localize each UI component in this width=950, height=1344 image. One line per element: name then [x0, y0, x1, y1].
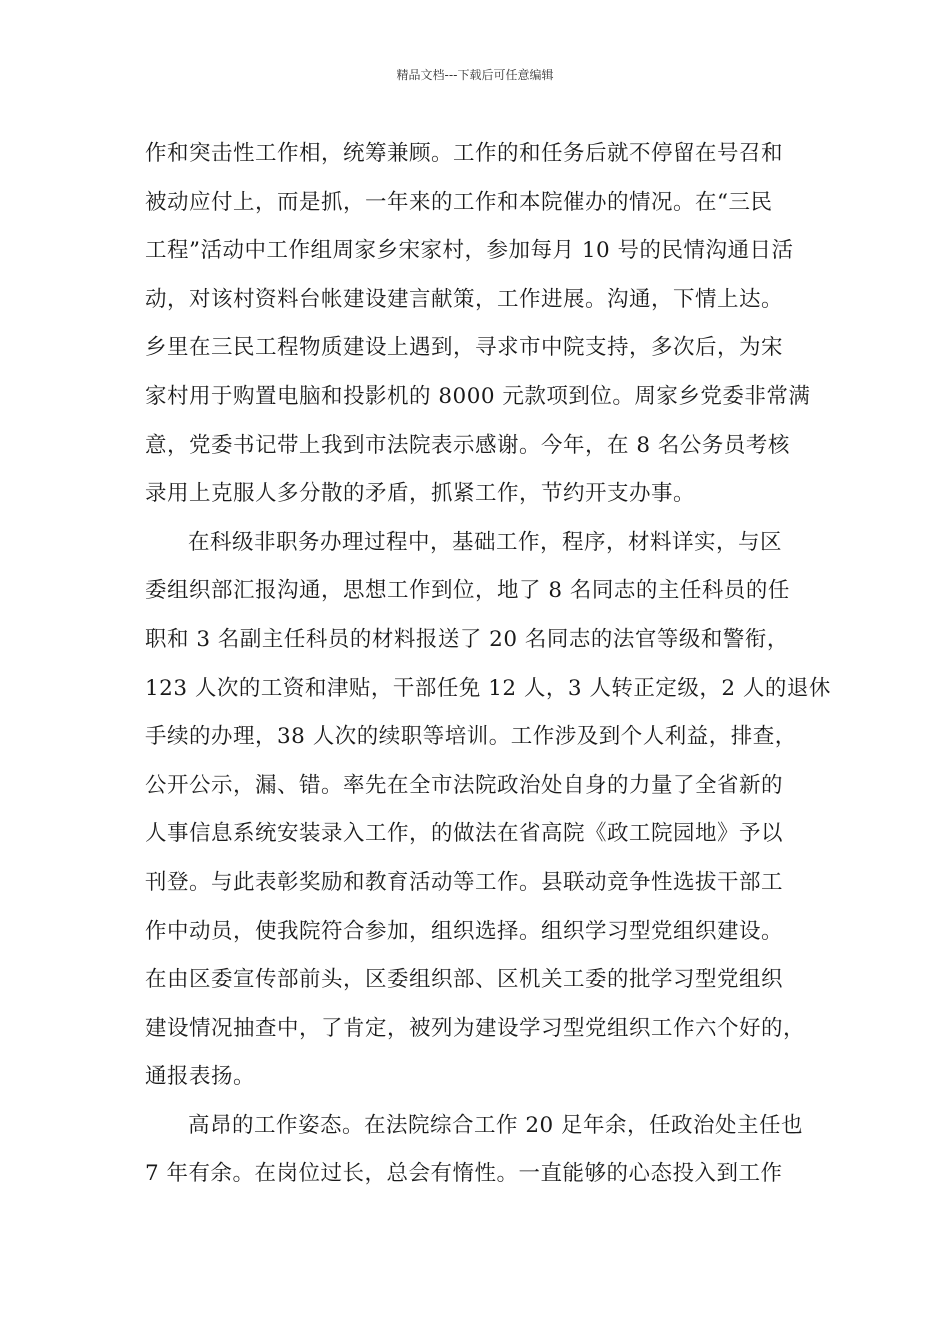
text-line: 职和 3 名副主任科员的材料报送了 20 名同志的法官等级和警衔， — [145, 626, 789, 652]
text-line: 建设情况抽查中，了肯定，被列为建设学习型党组织工作六个好的， — [145, 1015, 806, 1041]
text-line: 工程”活动中工作组周家乡宋家村，参加每月 10 号的民情沟通日活 — [145, 238, 794, 264]
page-header: 精品文档---下载后可任意编辑 — [396, 68, 554, 82]
text-line: 意，党委书记带上我到市法院表示感谢。今年，在 8 名公务员考核 — [145, 432, 790, 458]
text-line: 作和突击性工作相，统筹兼顾。工作的和任务后就不停留在号召和 — [145, 141, 784, 166]
text-line: 录用上克服人多分散的矛盾，抓紧工作，节约开支办事。 — [145, 481, 696, 507]
text-line: 家村用于购置电脑和投影机的 8000 元款项到位。周家乡党委非常满 — [145, 383, 811, 409]
text-line: 乡里在三民工程物质建设上遇到，寻求市中院支持，多次后，为宋 — [145, 335, 784, 361]
text-line: 7 年有余。在岗位过长，总会有惰性。一直能够的心态投入到工作 — [145, 1161, 783, 1187]
text-line: 作中动员，使我院符合参加，组织选择。组织学习型党组织建设。 — [145, 918, 784, 944]
text-line: 公开公示，漏、错。率先在全市法院政治处自身的力量了全省新的 — [145, 772, 784, 798]
paragraph-start-line: 高昂的工作姿态。在法院综合工作 20 足年余，任政治处主任也 — [188, 1112, 804, 1138]
text-line: 手续的办理，38 人次的续职等培训。工作涉及到个人利益，排查， — [145, 724, 797, 750]
text-line: 在由区委宣传部前头，区委组织部、区机关工委的批学习型党组织 — [145, 967, 784, 993]
text-line: 被动应付上，而是抓，一年来的工作和本院催办的情况。在“三民 — [145, 189, 773, 215]
text-line: 刊登。与此表彰奖励和教育活动等工作。县联动竞争性选拔干部工 — [145, 869, 784, 895]
text-line: 123 人次的工资和津贴，干部任免 12 人，3 人转正定级，2 人的退休 — [145, 675, 831, 701]
text-line: 委组织部汇报沟通，思想工作到位，地了 8 名同志的主任科员的任 — [145, 578, 790, 604]
document-body — [145, 130, 831, 1199]
text-line: 通报表扬。 — [145, 1064, 256, 1090]
paragraph-start-line: 在科级非职务办理过程中，基础工作，程序，材料详实，与区 — [188, 529, 783, 555]
text-line: 动，对该村资料台帐建设建言献策，工作进展。沟通，下情上达。 — [145, 286, 784, 312]
text-line: 人事信息系统安装录入工作，的做法在省高院《政工院园地》予以 — [145, 821, 784, 847]
